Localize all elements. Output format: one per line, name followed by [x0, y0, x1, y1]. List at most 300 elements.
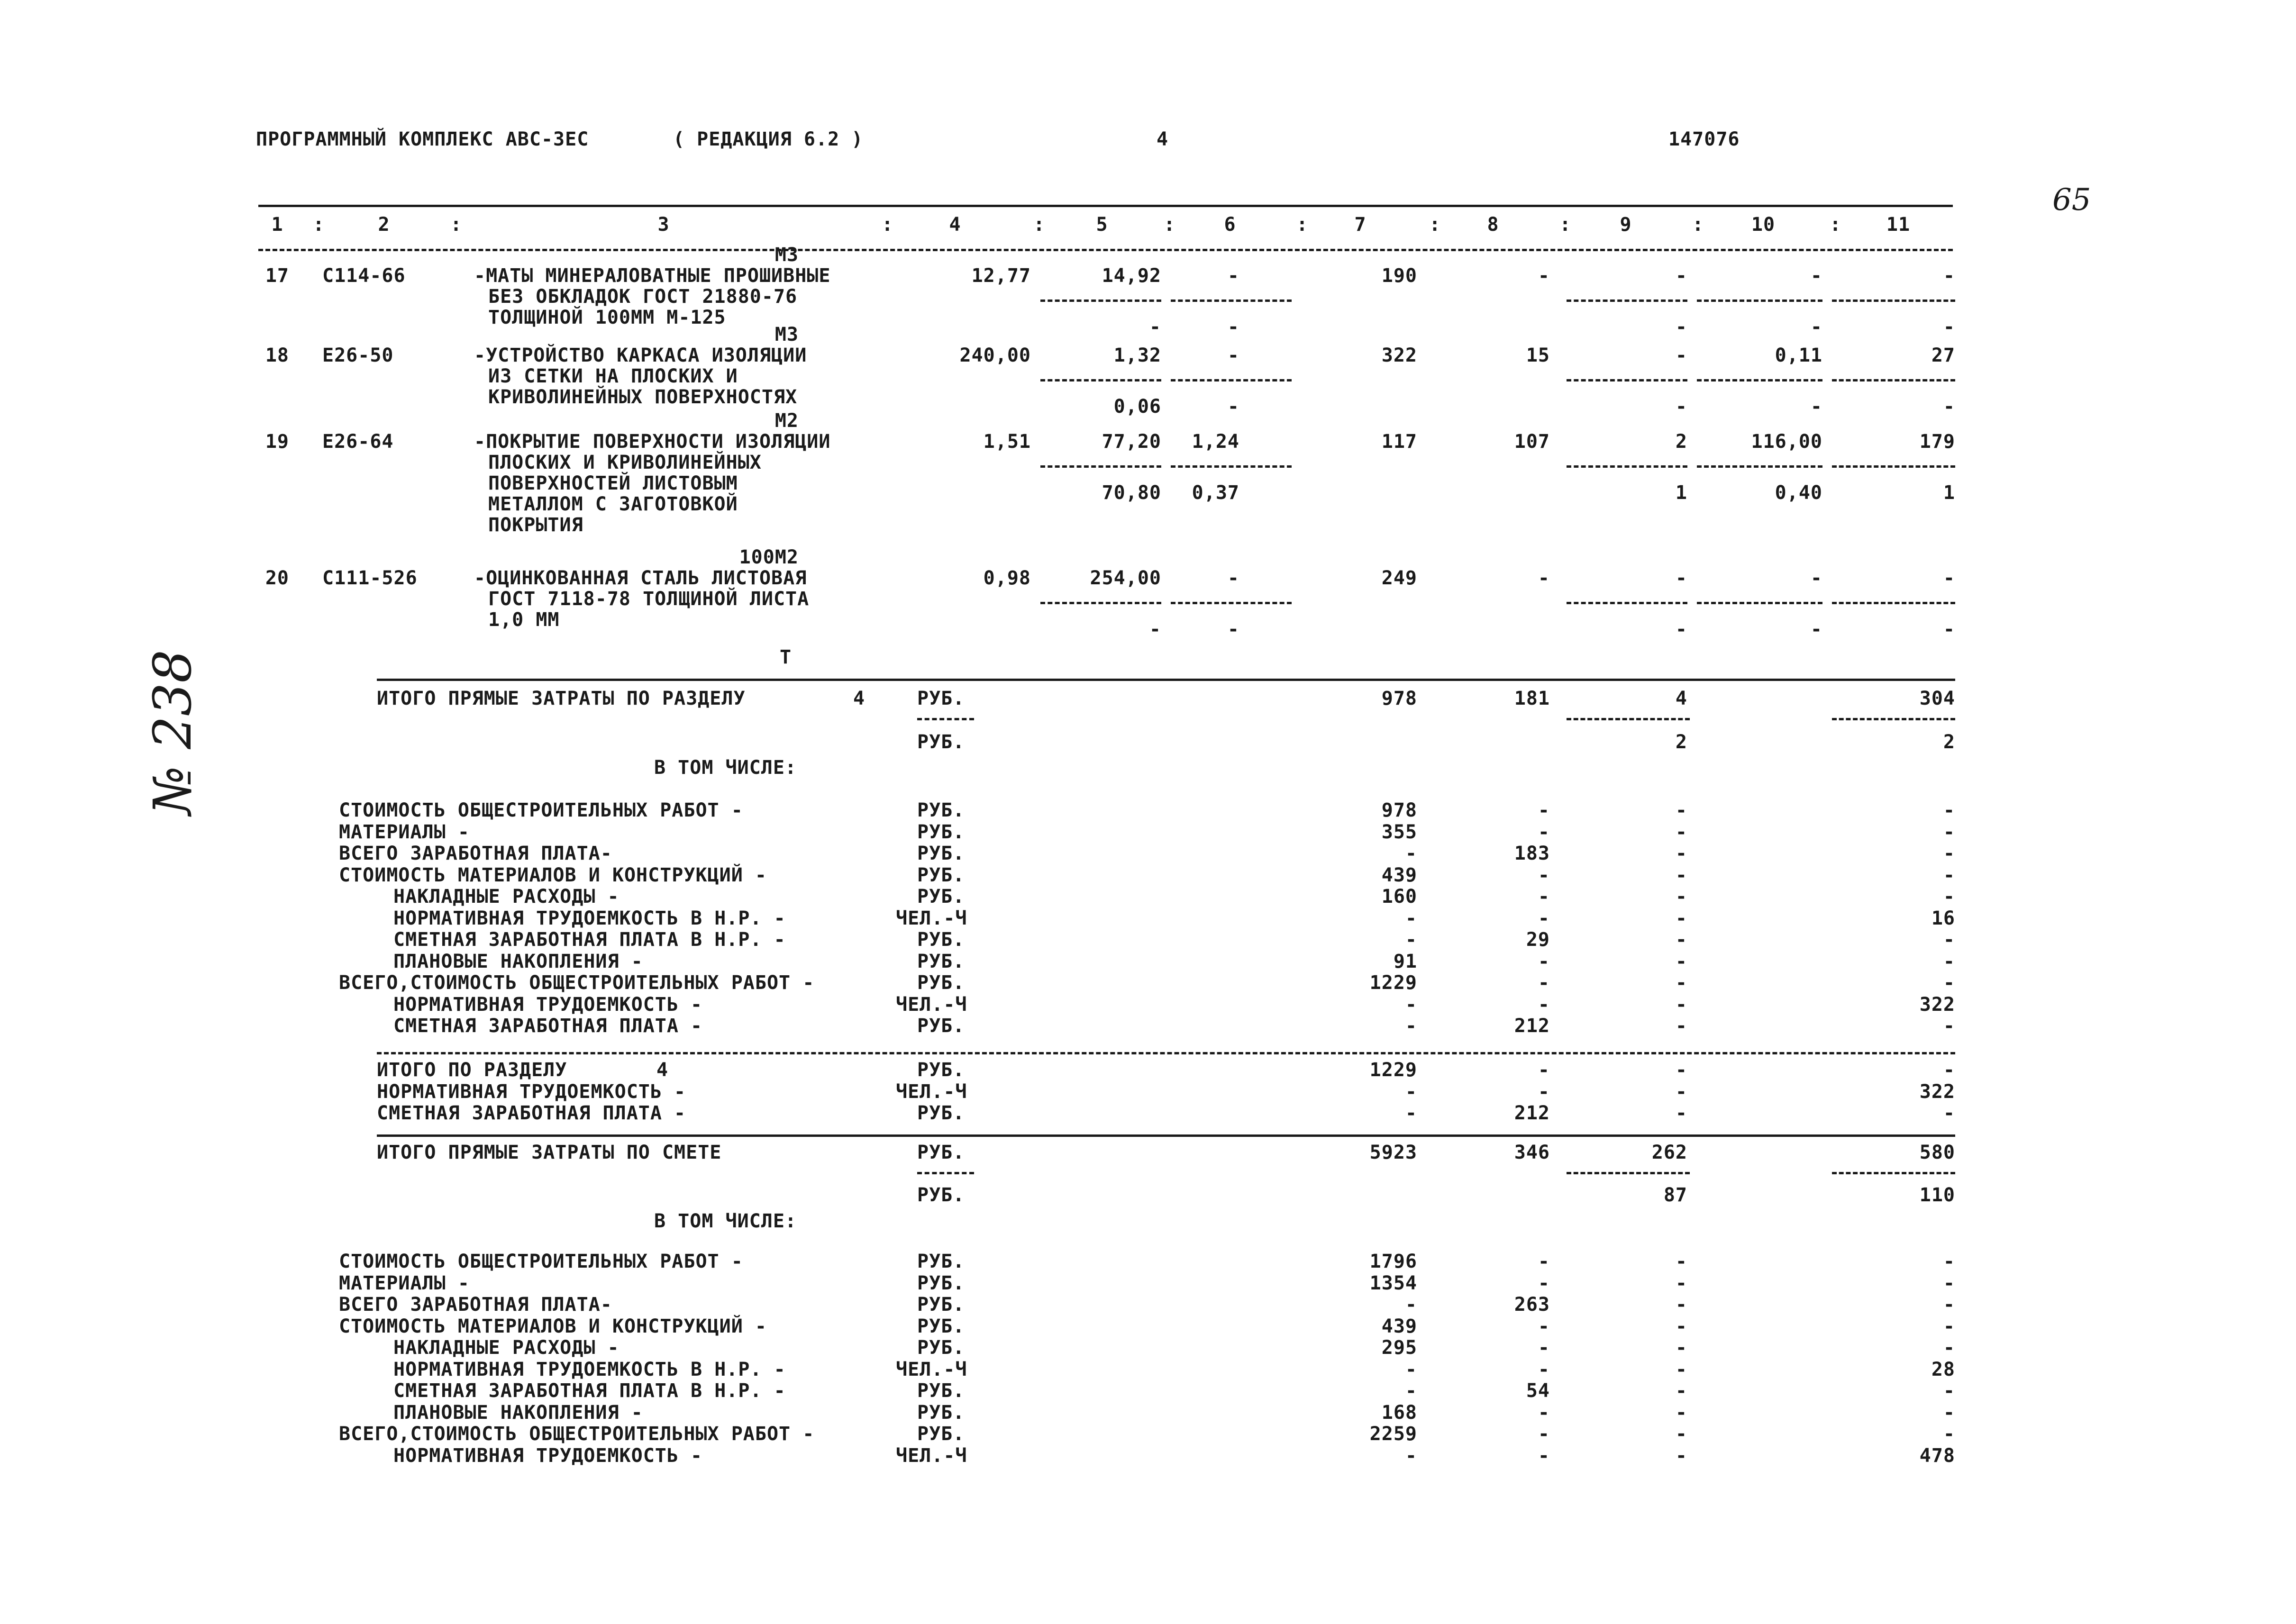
fraction-line: [1040, 602, 1161, 604]
fraction-line: [1832, 602, 1955, 604]
section-line-label: НАКЛАДНЫЕ РАСХОДЫ -: [393, 886, 620, 907]
row-unit: М2: [774, 410, 799, 432]
row-col8: -: [1538, 567, 1550, 589]
estimate-line-col9: -: [1675, 1294, 1687, 1316]
section-line-unit: РУБ.: [917, 886, 965, 907]
row-col5: 254,00: [1090, 567, 1161, 589]
row-col11: 179: [1919, 431, 1955, 453]
fraction-line: [1567, 718, 1690, 720]
section-total-col11: 304: [1919, 688, 1955, 709]
estimate-line-col11: -: [1943, 1380, 1955, 1402]
estimate-line-col7: 2259: [1369, 1423, 1417, 1445]
estimate-line-col8: -: [1538, 1272, 1550, 1294]
section-line-col9: -: [1675, 1015, 1687, 1037]
estimate-line-label: НАКЛАДНЫЕ РАСХОДЫ -: [393, 1337, 620, 1359]
estimate-line-label: ВСЕГО,СТОИМОСТЬ ОБЩЕСТРОИТЕЛЬНЫХ РАБОТ -: [339, 1423, 815, 1445]
row-description: ИЗ СЕТКИ НА ПЛОСКИХ И: [488, 365, 738, 387]
section-line-col8: 183: [1514, 843, 1550, 864]
section-line-col7: -: [1405, 929, 1417, 951]
row-col4: 12,77: [971, 265, 1031, 287]
section-summary-col9: -: [1675, 1080, 1687, 1103]
row-number: 19: [265, 431, 289, 453]
estimate-total-unit-second: РУБ.: [917, 1184, 965, 1206]
section-line-col7: 91: [1393, 950, 1417, 972]
section-line-col7: -: [1405, 843, 1417, 864]
row-col5-second: 0,06: [1113, 396, 1161, 417]
column-header-3: 3: [657, 214, 670, 236]
column-separator: :: [1429, 214, 1441, 236]
row-col10: -: [1810, 265, 1822, 287]
estimate-line-col9: -: [1675, 1380, 1687, 1402]
column-separator: :: [1830, 214, 1842, 236]
section-line-col11: -: [1943, 843, 1955, 864]
estimate-line-col8: 54: [1526, 1380, 1550, 1402]
estimate-line-col11: -: [1943, 1315, 1955, 1337]
row-col9-second: -: [1675, 396, 1687, 417]
row-col11: -: [1943, 567, 1955, 589]
section-line-col8: 29: [1526, 929, 1550, 951]
section-line-col9: -: [1675, 864, 1687, 886]
column-header-4: 4: [949, 214, 961, 236]
row-col10-second: -: [1810, 618, 1822, 640]
section-total-number: 4: [853, 688, 866, 709]
estimate-line-col9: -: [1675, 1358, 1687, 1380]
estimate-line-col8: -: [1538, 1337, 1550, 1359]
row-number: 18: [265, 345, 289, 366]
program-title: ПРОГРАММНЫЙ КОМПЛЕКС АВС-ЗЕС: [256, 128, 589, 150]
column-separator: :: [1559, 214, 1572, 236]
estimate-line-col8: -: [1538, 1251, 1550, 1272]
section-line-col8: -: [1538, 864, 1550, 886]
fraction-line: [917, 718, 974, 720]
section-line-col11: -: [1943, 886, 1955, 907]
section-line-col11: 16: [1931, 907, 1955, 929]
section-summary-col11: 322: [1919, 1080, 1955, 1103]
estimate-line-label: СТОИМОСТЬ МАТЕРИАЛОВ И КОНСТРУКЦИЙ -: [339, 1315, 767, 1337]
row-col7: 190: [1381, 265, 1417, 287]
section-total-unit-second: РУБ.: [917, 731, 965, 753]
column-separator: :: [450, 214, 463, 236]
row-unit: М3: [774, 324, 799, 345]
section-summary-col8: -: [1538, 1080, 1550, 1103]
section-line-col7: -: [1405, 993, 1417, 1016]
estimate-line-col7: 439: [1381, 1315, 1417, 1337]
row-unit: М3: [774, 244, 799, 266]
column-header-7: 7: [1354, 214, 1367, 236]
estimate-line-label: СТОИМОСТЬ ОБЩЕСТРОИТЕЛЬНЫХ РАБОТ -: [339, 1251, 743, 1272]
column-header-6: 6: [1224, 214, 1236, 236]
estimate-rule: [377, 1134, 1955, 1137]
section-line-unit: ЧЕЛ.-Ч: [896, 993, 967, 1016]
row-number: 20: [265, 567, 289, 589]
fraction-line: [1040, 299, 1161, 302]
row-col8: -: [1538, 265, 1550, 287]
fraction-line: [917, 1172, 974, 1174]
section-line-label: СТОИМОСТЬ МАТЕРИАЛОВ И КОНСТРУКЦИЙ -: [339, 864, 767, 886]
fraction-line: [1171, 379, 1292, 381]
section-line-col9: -: [1675, 799, 1687, 821]
column-header-10: 10: [1751, 214, 1776, 236]
row-col10: 0,11: [1775, 345, 1822, 366]
row-unit: 100М2: [739, 546, 799, 568]
section-line-unit: РУБ.: [917, 929, 965, 951]
section-rule: [377, 679, 1955, 681]
estimate-line-label: ВСЕГО ЗАРАБОТНАЯ ПЛАТА-: [339, 1294, 612, 1316]
column-separator: :: [313, 214, 325, 236]
row-col10: -: [1810, 567, 1822, 589]
estimate-line-col7: -: [1405, 1294, 1417, 1316]
section-total-rule: [377, 1052, 1955, 1054]
section-line-col7: -: [1405, 1015, 1417, 1037]
section-line-col8: -: [1538, 799, 1550, 821]
estimate-line-col11: -: [1943, 1272, 1955, 1294]
estimate-line-col11: -: [1943, 1423, 1955, 1445]
section-summary-label: НОРМАТИВНАЯ ТРУДОЕМКОСТЬ -: [377, 1080, 686, 1103]
section-summary-number: 4: [656, 1059, 669, 1081]
estimate-line-label: МАТЕРИАЛЫ -: [339, 1272, 470, 1294]
row-col6: 1,24: [1192, 431, 1239, 453]
section-total-col8: 181: [1514, 688, 1550, 709]
estimate-total-col9-second: 87: [1663, 1184, 1687, 1206]
estimate-line-col11: 478: [1919, 1444, 1955, 1467]
row-description: ПЛОСКИХ И КРИВОЛИНЕЙНЫХ: [488, 452, 762, 473]
row-col9: -: [1675, 345, 1687, 366]
row-description: ПОВЕРХНОСТЕЙ ЛИСТОВЫМ: [488, 472, 738, 494]
row-col4: 0,98: [983, 567, 1031, 589]
row-col4: 1,51: [983, 431, 1031, 453]
section-line-col8: -: [1538, 950, 1550, 972]
including-heading: В ТОМ ЧИСЛЕ:: [654, 1210, 797, 1232]
section-line-col7: 978: [1381, 799, 1417, 821]
section-line-col8: -: [1538, 993, 1550, 1016]
fraction-line: [1697, 379, 1822, 381]
estimate-line-unit: РУБ.: [917, 1337, 965, 1359]
edition-label: ( РЕДАКЦИЯ 6.2 ): [673, 128, 864, 150]
row-col5-second: -: [1149, 316, 1161, 338]
row-col10-second: 0,40: [1775, 482, 1822, 504]
section-line-label: НОРМАТИВНАЯ ТРУДОЕМКОСТЬ В Н.Р. -: [393, 907, 786, 929]
estimate-line-col8: -: [1538, 1423, 1550, 1445]
row-col5-second: -: [1149, 618, 1161, 640]
section-summary-unit: РУБ.: [917, 1102, 965, 1124]
section-line-label: ПЛАНОВЫЕ НАКОПЛЕНИЯ -: [393, 950, 643, 972]
column-header-2: 2: [378, 214, 390, 236]
row-code: С111-526: [322, 567, 418, 589]
column-separator: :: [1296, 214, 1309, 236]
section-line-col9: -: [1675, 843, 1687, 864]
section-line-col7: 355: [1381, 821, 1417, 843]
column-separator: :: [1033, 214, 1046, 236]
section-line-unit: РУБ.: [917, 821, 965, 843]
row-col5-second: 70,80: [1102, 482, 1161, 504]
estimate-total-title: ИТОГО ПРЯМЫЕ ЗАТРАТЫ ПО СМЕТЕ: [377, 1142, 722, 1163]
estimate-line-unit: РУБ.: [917, 1401, 965, 1424]
column-header-11: 11: [1886, 214, 1911, 236]
row-col6-second: -: [1227, 316, 1239, 338]
row-description: ТОЛЩИНОЙ 100ММ М-125: [488, 307, 726, 328]
column-header-5: 5: [1096, 214, 1108, 236]
including-heading: В ТОМ ЧИСЛЕ:: [654, 757, 797, 779]
row-description: -ПОКРЫТИЕ ПОВЕРХНОСТИ ИЗОЛЯЦИИ: [474, 431, 831, 453]
row-col8: 107: [1514, 431, 1550, 453]
fraction-line: [1697, 602, 1822, 604]
section-line-unit: РУБ.: [917, 843, 965, 864]
column-separator: :: [1692, 214, 1704, 236]
section-total-col11-second: 2: [1943, 731, 1955, 753]
estimate-line-unit: ЧЕЛ.-Ч: [896, 1358, 967, 1380]
fraction-line: [1832, 299, 1955, 302]
estimate-line-col9: -: [1675, 1444, 1687, 1467]
section-line-col7: -: [1405, 907, 1417, 929]
estimate-total-col8: 346: [1514, 1142, 1550, 1163]
row-description: КРИВОЛИНЕЙНЫХ ПОВЕРХНОСТЯХ: [488, 386, 798, 408]
row-col8: 15: [1526, 345, 1550, 366]
estimate-line-col9: -: [1675, 1251, 1687, 1272]
document-number: 147076: [1668, 128, 1740, 150]
estimate-line-unit: РУБ.: [917, 1315, 965, 1337]
section-total-col7: 978: [1381, 688, 1417, 709]
row-code: Е26-64: [322, 431, 394, 453]
estimate-line-unit: РУБ.: [917, 1272, 965, 1294]
row-col7: 249: [1381, 567, 1417, 589]
section-line-col11: -: [1943, 929, 1955, 951]
estimate-total-col9: 262: [1651, 1142, 1687, 1163]
column-header-8: 8: [1487, 214, 1499, 236]
unit-label: Т: [780, 646, 792, 668]
section-summary-col7: -: [1405, 1080, 1417, 1103]
estimate-line-col7: 295: [1381, 1337, 1417, 1359]
section-line-label: ВСЕГО ЗАРАБОТНАЯ ПЛАТА-: [339, 843, 612, 864]
row-col6: -: [1227, 265, 1239, 287]
row-col9-second: 1: [1675, 482, 1687, 504]
estimate-line-col7: -: [1405, 1380, 1417, 1402]
row-description: БЕЗ ОБКЛАДОК ГОСТ 21880-76: [488, 286, 798, 308]
row-code: С114-66: [322, 265, 406, 287]
section-line-col7: 160: [1381, 886, 1417, 907]
estimate-line-unit: РУБ.: [917, 1380, 965, 1402]
section-summary-col8: 212: [1514, 1102, 1550, 1124]
row-col6-second: -: [1227, 396, 1239, 417]
section-line-col7: 439: [1381, 864, 1417, 886]
row-col11-second: -: [1943, 618, 1955, 640]
fraction-line: [1697, 465, 1822, 468]
estimate-total-unit: РУБ.: [917, 1142, 965, 1163]
row-col4: 240,00: [959, 345, 1031, 366]
section-line-col11: -: [1943, 821, 1955, 843]
fraction-line: [1040, 379, 1161, 381]
row-col10-second: -: [1810, 316, 1822, 338]
section-line-label: СТОИМОСТЬ ОБЩЕСТРОИТЕЛЬНЫХ РАБОТ -: [339, 799, 743, 821]
row-number: 17: [265, 265, 289, 287]
section-summary-col9: -: [1675, 1102, 1687, 1124]
estimate-line-col8: 263: [1514, 1294, 1550, 1316]
fraction-line: [1040, 465, 1161, 468]
estimate-line-label: НОРМАТИВНАЯ ТРУДОЕМКОСТЬ В Н.Р. -: [393, 1358, 786, 1380]
section-line-unit: РУБ.: [917, 950, 965, 972]
table-header-rule: [258, 249, 1953, 251]
section-summary-col11: -: [1943, 1102, 1955, 1124]
section-line-unit: РУБ.: [917, 864, 965, 886]
row-col6: -: [1227, 567, 1239, 589]
page-number: 4: [1157, 128, 1169, 150]
section-total-col9: 4: [1675, 688, 1687, 709]
section-total-col9-second: 2: [1675, 731, 1687, 753]
handwritten-note: № 238: [142, 649, 203, 815]
section-line-label: СМЕТНАЯ ЗАРАБОТНАЯ ПЛАТА В Н.Р. -: [393, 929, 786, 951]
row-description: ГОСТ 7118-78 ТОЛЩИНОЙ ЛИСТА: [488, 588, 810, 610]
row-col11-second: 1: [1943, 482, 1955, 504]
estimate-line-col9: -: [1675, 1272, 1687, 1294]
estimate-line-col7: -: [1405, 1358, 1417, 1380]
row-code: Е26-50: [322, 345, 394, 366]
fraction-line: [1832, 465, 1955, 468]
row-col11-second: -: [1943, 396, 1955, 417]
section-line-col8: -: [1538, 821, 1550, 843]
estimate-line-col7: -: [1405, 1444, 1417, 1467]
section-summary-label: ИТОГО ПО РАЗДЕЛУ: [377, 1059, 567, 1081]
section-line-col11: -: [1943, 972, 1955, 994]
estimate-line-col11: 28: [1931, 1358, 1955, 1380]
section-line-label: СМЕТНАЯ ЗАРАБОТНАЯ ПЛАТА -: [393, 1015, 703, 1037]
column-header-1: 1: [271, 214, 283, 236]
section-line-unit: РУБ.: [917, 1015, 965, 1037]
section-line-col11: -: [1943, 1015, 1955, 1037]
section-summary-col7: -: [1405, 1102, 1417, 1124]
section-total-unit: РУБ.: [917, 688, 965, 709]
estimate-line-col11: -: [1943, 1294, 1955, 1316]
estimate-line-unit: РУБ.: [917, 1423, 965, 1445]
row-col7: 322: [1381, 345, 1417, 366]
row-col7: 117: [1381, 431, 1417, 453]
row-col9-second: -: [1675, 618, 1687, 640]
section-summary-col11: -: [1943, 1059, 1955, 1081]
fraction-line: [1697, 299, 1822, 302]
row-col5: 14,92: [1102, 265, 1161, 287]
estimate-line-label: ПЛАНОВЫЕ НАКОПЛЕНИЯ -: [393, 1401, 643, 1424]
section-line-col7: 1229: [1369, 972, 1417, 994]
row-col10-second: -: [1810, 396, 1822, 417]
row-col6: -: [1227, 345, 1239, 366]
estimate-line-col9: -: [1675, 1315, 1687, 1337]
estimate-line-label: СМЕТНАЯ ЗАРАБОТНАЯ ПЛАТА В Н.Р. -: [393, 1380, 786, 1402]
estimate-line-unit: ЧЕЛ.-Ч: [896, 1444, 967, 1467]
section-summary-col9: -: [1675, 1059, 1687, 1081]
section-summary-unit: РУБ.: [917, 1059, 965, 1081]
estimate-line-col9: -: [1675, 1337, 1687, 1359]
estimate-line-col9: -: [1675, 1401, 1687, 1424]
estimate-line-unit: РУБ.: [917, 1251, 965, 1272]
section-line-col11: -: [1943, 864, 1955, 886]
row-col5: 1,32: [1113, 345, 1161, 366]
section-line-col8: 212: [1514, 1015, 1550, 1037]
fraction-line: [1832, 1172, 1955, 1174]
column-header-9: 9: [1620, 214, 1632, 236]
estimate-line-col7: 1354: [1369, 1272, 1417, 1294]
row-col10: 116,00: [1751, 431, 1822, 453]
section-line-col9: -: [1675, 950, 1687, 972]
section-line-col11: -: [1943, 799, 1955, 821]
row-description: -МАТЫ МИНЕРАЛОВАТНЫЕ ПРОШИВНЫЕ: [474, 265, 831, 287]
estimate-line-col7: 1796: [1369, 1251, 1417, 1272]
fraction-line: [1567, 299, 1687, 302]
row-description: ПОКРЫТИЯ: [488, 514, 583, 536]
row-description: МЕТАЛЛОМ С ЗАГОТОВКОЙ: [488, 493, 738, 515]
section-line-col9: -: [1675, 929, 1687, 951]
section-line-col9: -: [1675, 993, 1687, 1016]
section-line-col8: -: [1538, 972, 1550, 994]
row-description: -ОЦИНКОВАННАЯ СТАЛЬ ЛИСТОВАЯ: [474, 567, 807, 589]
section-line-label: МАТЕРИАЛЫ -: [339, 821, 470, 843]
estimate-line-unit: РУБ.: [917, 1294, 965, 1316]
estimate-line-col11: -: [1943, 1251, 1955, 1272]
estimate-line-col8: -: [1538, 1444, 1550, 1467]
estimate-line-col11: -: [1943, 1401, 1955, 1424]
fraction-line: [1567, 602, 1687, 604]
section-line-label: НОРМАТИВНАЯ ТРУДОЕМКОСТЬ -: [393, 993, 703, 1016]
estimate-line-col11: -: [1943, 1337, 1955, 1359]
estimate-line-col8: -: [1538, 1358, 1550, 1380]
row-description: 1,0 ММ: [488, 609, 560, 631]
row-col9-second: -: [1675, 316, 1687, 338]
row-col11: 27: [1931, 345, 1955, 366]
column-separator: :: [1164, 214, 1176, 236]
fraction-line: [1567, 1172, 1690, 1174]
section-line-col9: -: [1675, 886, 1687, 907]
section-summary-unit: ЧЕЛ.-Ч: [896, 1080, 967, 1103]
fraction-line: [1832, 379, 1955, 381]
fraction-line: [1171, 602, 1292, 604]
estimate-total-col11-second: 110: [1919, 1184, 1955, 1206]
section-line-col11: 322: [1919, 993, 1955, 1016]
estimate-total-col7: 5923: [1369, 1142, 1417, 1163]
estimate-line-label: НОРМАТИВНАЯ ТРУДОЕМКОСТЬ -: [393, 1444, 703, 1467]
fraction-line: [1171, 299, 1292, 302]
sheet-number: 65: [2052, 182, 2091, 218]
row-col11-second: -: [1943, 316, 1955, 338]
section-line-col9: -: [1675, 907, 1687, 929]
section-line-unit: РУБ.: [917, 972, 965, 994]
row-col11: -: [1943, 265, 1955, 287]
section-line-unit: РУБ.: [917, 799, 965, 821]
section-line-col11: -: [1943, 950, 1955, 972]
fraction-line: [1832, 718, 1955, 720]
fraction-line: [1567, 465, 1687, 468]
fraction-line: [1567, 379, 1687, 381]
fraction-line: [1171, 465, 1292, 468]
row-col5: 77,20: [1102, 431, 1161, 453]
estimate-total-col11: 580: [1919, 1142, 1955, 1163]
estimate-line-col8: -: [1538, 1401, 1550, 1424]
estimate-line-col9: -: [1675, 1423, 1687, 1445]
section-line-label: ВСЕГО,СТОИМОСТЬ ОБЩЕСТРОИТЕЛЬНЫХ РАБОТ -: [339, 972, 815, 994]
section-line-col8: -: [1538, 907, 1550, 929]
row-col6-second: 0,37: [1192, 482, 1239, 504]
row-col9: -: [1675, 567, 1687, 589]
estimate-line-col7: 168: [1381, 1401, 1417, 1424]
row-col9: 2: [1675, 431, 1687, 453]
row-col9: -: [1675, 265, 1687, 287]
section-total-title: ИТОГО ПРЯМЫЕ ЗАТРАТЫ ПО РАЗДЕЛУ: [377, 688, 746, 709]
section-line-col9: -: [1675, 972, 1687, 994]
column-separator: :: [882, 214, 894, 236]
row-col6-second: -: [1227, 618, 1239, 640]
estimate-line-col8: -: [1538, 1315, 1550, 1337]
section-line-unit: ЧЕЛ.-Ч: [896, 907, 967, 929]
row-description: -УСТРОЙСТВО КАРКАСА ИЗОЛЯЦИИ: [474, 345, 807, 366]
section-summary-col7: 1229: [1369, 1059, 1417, 1081]
section-line-col9: -: [1675, 821, 1687, 843]
section-summary-col8: -: [1538, 1059, 1550, 1081]
